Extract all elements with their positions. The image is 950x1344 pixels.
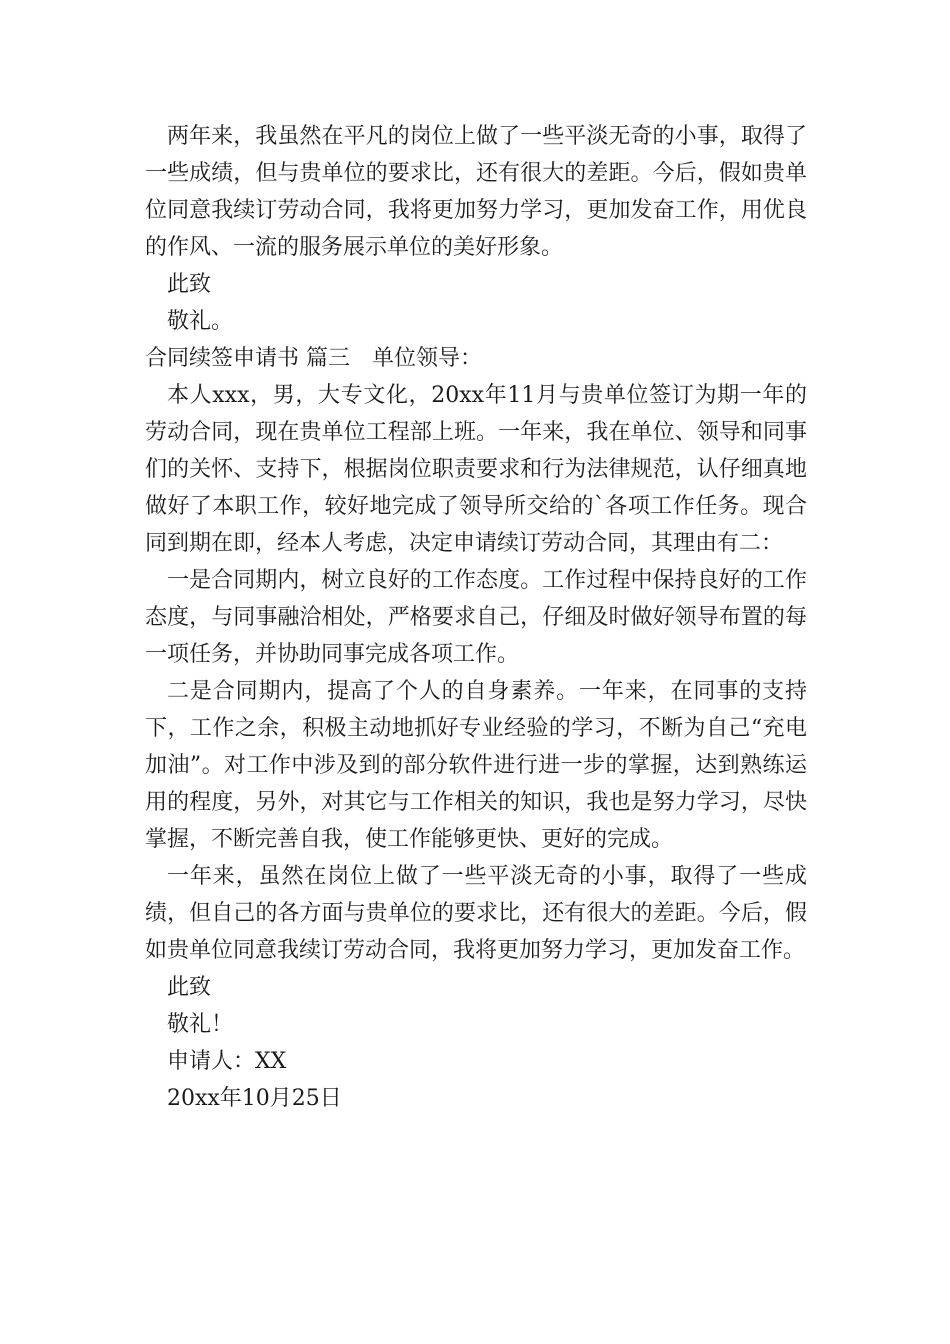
document-body [145, 118, 807, 1117]
application-date: 20xx年10月25日 [167, 1086, 342, 1111]
closing-regards-2: 敬礼！ [167, 1012, 234, 1037]
paragraph-summary: 一年来，虽然在岗位上做了一些平淡无奇的小事，取得了一些成绩，但自己的各方面与贵单位的要求比，还有很大的差距。今后，假如贵单位同意我续订劳动合同，我将更加努力学习，更加发奋工作。 [145, 864, 807, 963]
paragraph-reason-two: 二是合同期内，提高了个人的自身素养。一年来，在同事的支持下，工作之余，积极主动地抓好专业经验的学习，不断为自己“充电加油”。对工作中涉及到的部分软件进行进一步的掌握，达到熟练运用的程度，另外，对其它与工作相关的知识，我也是努力学习，尽快掌握，不断完善自我，使工作能够更快、更好的完成。 [145, 679, 807, 852]
closing-salutation-2: 此致 [167, 975, 212, 1000]
applicant-signature: 申请人：XX [167, 1049, 287, 1074]
paragraph-reason-one: 一是合同期内，树立良好的工作态度。工作过程中保持良好的工作态度，与同事融洽相处，严格要求自己，仔细及时做好领导布置的每一项任务，并协助同事完成各项工作。 [145, 568, 807, 667]
paragraph-conclusion: 两年来，我虽然在平凡的岗位上做了一些平淡无奇的小事，取得了一些成绩，但与贵单位的要求比，还有很大的差距。今后，假如贵单位同意我续订劳动合同，我将更加努力学习，更加发奋工作，用优良的作风、一流的服务展示单位的美好形象。 [145, 124, 807, 260]
closing-regards: 敬礼。 [167, 309, 234, 334]
section-heading: 合同续签申请书 篇三 单位领导： [145, 346, 482, 371]
closing-salutation: 此致 [167, 272, 212, 297]
paragraph-intro: 本人xxx，男，大专文化，20xx年11月与贵单位签订为期一年的劳动合同，现在贵单位工程部上班。一年来，我在单位、领导和同事们的关怀、支持下，根据岗位职责要求和行为法律规范，认仔细真地做好了本职工作，较好地完成了领导所交给的`各项工作任务。现合同到期在即，经本人考虑，决定申请续订劳动合同，其理由有二： [145, 383, 807, 556]
